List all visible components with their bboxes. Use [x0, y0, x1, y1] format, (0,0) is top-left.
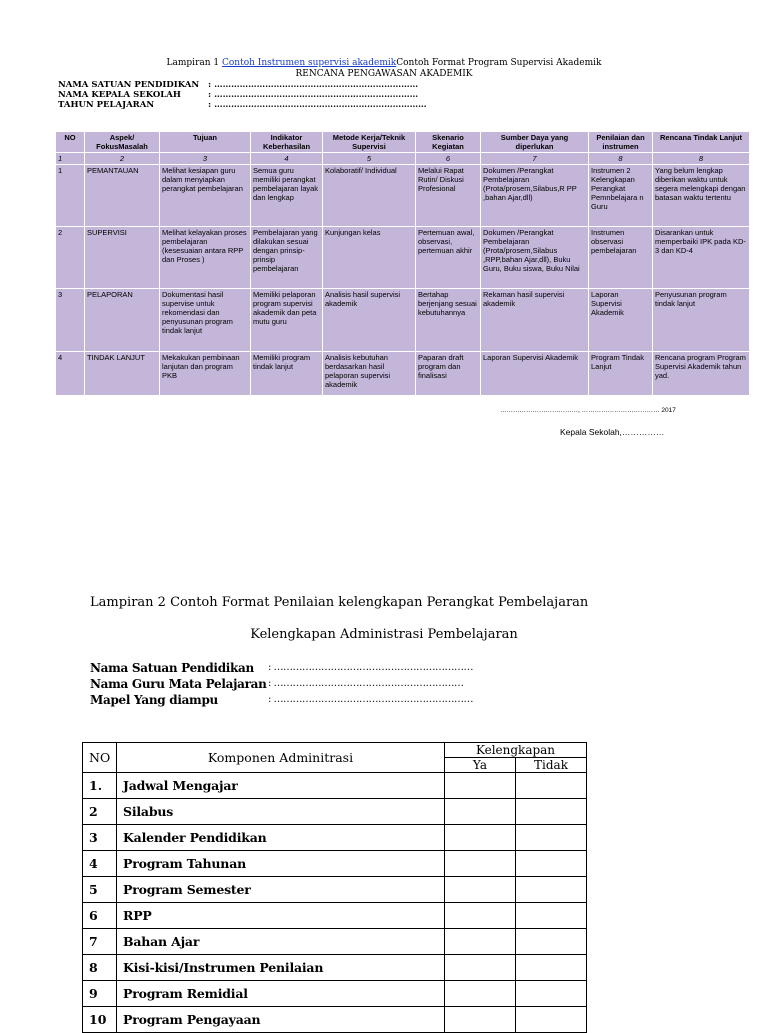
- field-row: [90, 692, 473, 708]
- table-cell: Disarankan untuk memperbaiki IPK pada KD-3 dan KD-4: [653, 227, 750, 289]
- table-cell: Program Tindak Lanjut: [589, 352, 653, 396]
- table-cell: Bertahap berjenjang sesuai kebutuhannya: [416, 289, 481, 352]
- column-number: 7: [481, 153, 589, 165]
- field-value: : ………………………………………………………: [268, 662, 474, 673]
- table-cell: Rencana program Program Supervisi Akademik tahun yad.: [653, 352, 750, 396]
- field-label: NAMA KEPALA SEKOLAH: [58, 90, 181, 100]
- tidak-cell[interactable]: [516, 825, 587, 851]
- ya-cell[interactable]: [445, 799, 516, 825]
- item-no: 2: [83, 799, 117, 825]
- lampiran2-fields: [90, 660, 473, 708]
- table-cell: Melihat kelayakan proses pembelajaran (kesesuaian antara RPP dan Proses ): [160, 227, 251, 289]
- ya-cell[interactable]: [445, 851, 516, 877]
- lampiran2-title: Lampiran 2 Contoh Format Penilaian kelengkapan Perangkat Pembelajaran: [90, 595, 589, 610]
- table-row: [56, 352, 750, 396]
- column-number: 1: [56, 153, 85, 165]
- header-cell: Sumber Daya yang diperlukan: [481, 132, 589, 153]
- item-no: 7: [83, 929, 117, 955]
- tidak-cell[interactable]: [516, 877, 587, 903]
- column-number: 6: [416, 153, 481, 165]
- item-no: 1.: [83, 773, 117, 799]
- field-value: : …………………………………………………………………: [208, 100, 427, 110]
- ya-cell[interactable]: [445, 877, 516, 903]
- header-kelengkapan: Kelengkapan: [445, 743, 587, 758]
- column-number-row: [56, 153, 750, 165]
- table-cell: PEMANTAUAN: [85, 165, 160, 227]
- item-no: 10: [83, 1007, 117, 1033]
- item-name: Program Pengayaan: [117, 1007, 445, 1033]
- tidak-cell[interactable]: [516, 929, 587, 955]
- item-name: Kisi-kisi/Instrumen Penilaian: [117, 955, 445, 981]
- table-cell: Analisis hasil supervisi akademik: [323, 289, 416, 352]
- table-cell: 3: [56, 289, 85, 352]
- table-row: [83, 799, 587, 825]
- lampiran1-title-suffix: Contoh Format Program Supervisi Akademik: [396, 58, 602, 68]
- table-row: [83, 851, 587, 877]
- table-cell: Yang belum lengkap diberikan waktu untuk segera melengkapi dengan batasan waktu tertentu: [653, 165, 750, 227]
- header-cell: Indikator Keberhasilan: [251, 132, 323, 153]
- table-cell: Kolaboratif/ Individual: [323, 165, 416, 227]
- column-number: 2: [85, 153, 160, 165]
- table-cell: Instrumen 2 Kelengkapan Perangkat Pemnbelajara n Guru: [589, 165, 653, 227]
- table-header-row: [83, 743, 587, 758]
- table-cell: Kunjungan kelas: [323, 227, 416, 289]
- field-row: [90, 676, 473, 692]
- column-number: 3: [160, 153, 251, 165]
- header-cell: Tujuan: [160, 132, 251, 153]
- table-cell: Melihat kesiapan guru dalam menyiapkan perangkat pembelajaran: [160, 165, 251, 227]
- column-number: 4: [251, 153, 323, 165]
- header-cell: NO: [56, 132, 85, 153]
- tidak-cell[interactable]: [516, 799, 587, 825]
- table-cell: 4: [56, 352, 85, 396]
- item-name: Program Tahunan: [117, 851, 445, 877]
- field-value: : ………………………………………………………: [268, 694, 474, 705]
- table-row: [83, 929, 587, 955]
- header-tidak: Tidak: [516, 758, 587, 773]
- table-cell: Memiliki pelaporan program supervisi akademik dan peta mutu guru: [251, 289, 323, 352]
- field-value: : ………………………………………………………………: [208, 90, 419, 100]
- lampiran1-subtitle: RENCANA PENGAWASAN AKADEMIK: [295, 69, 473, 79]
- item-no: 3: [83, 825, 117, 851]
- signer-line: Kepala Sekolah,……………: [560, 427, 665, 437]
- field-value: : ………………………………………………………………: [208, 80, 419, 90]
- table-cell: Dokumen /Perangkat Pembelajaran (Prota/prosem,Silabus,R PP ,bahan Ajar,dll): [481, 165, 589, 227]
- item-no: 6: [83, 903, 117, 929]
- table-cell: Semua guru memiliki perangkat pembelajaran layak dan lengkap: [251, 165, 323, 227]
- date-line: ………………………………, ……………………………… 2017: [500, 407, 676, 414]
- table-cell: TINDAK LANJUT: [85, 352, 160, 396]
- table-cell: SUPERVISI: [85, 227, 160, 289]
- item-no: 4: [83, 851, 117, 877]
- ya-cell[interactable]: [445, 1007, 516, 1033]
- tidak-cell[interactable]: [516, 955, 587, 981]
- header-cell: Metode Kerja/Teknik Supervisi: [323, 132, 416, 153]
- table-cell: Pertemuan awal, observasi, pertemuan akhir: [416, 227, 481, 289]
- item-name: RPP: [117, 903, 445, 929]
- table-row: [56, 227, 750, 289]
- header-ya: Ya: [445, 758, 516, 773]
- field-label: Nama Satuan Pendidikan: [90, 661, 254, 675]
- item-no: 5: [83, 877, 117, 903]
- table-row: [83, 955, 587, 981]
- tidak-cell[interactable]: [516, 981, 587, 1007]
- table-cell: Laporan Supervisi Akademik: [589, 289, 653, 352]
- header-cell: Aspek/ FokusMasalah: [85, 132, 160, 153]
- ya-cell[interactable]: [445, 981, 516, 1007]
- table-row: [83, 981, 587, 1007]
- lampiran2-subtitle: Kelengkapan Administrasi Pembelajaran: [250, 627, 518, 642]
- table-cell: Laporan Supervisi Akademik: [481, 352, 589, 396]
- item-name: Program Semester: [117, 877, 445, 903]
- column-number: 8: [653, 153, 750, 165]
- lampiran1-title-prefix: Lampiran 1: [166, 58, 222, 68]
- kelengkapan-table: [82, 742, 587, 1033]
- item-no: 9: [83, 981, 117, 1007]
- header-cell: Penilaian dan instrumen: [589, 132, 653, 153]
- table-cell: Rekaman hasil supervisi akademik: [481, 289, 589, 352]
- tidak-cell[interactable]: [516, 773, 587, 799]
- field-row: [90, 660, 473, 676]
- table-row: [56, 289, 750, 352]
- field-label: Mapel Yang diampu: [90, 693, 218, 707]
- table-cell: 1: [56, 165, 85, 227]
- ya-cell[interactable]: [445, 773, 516, 799]
- item-name: Kalender Pendidikan: [117, 825, 445, 851]
- ya-cell[interactable]: [445, 929, 516, 955]
- table-cell: PELAPORAN: [85, 289, 160, 352]
- tidak-cell[interactable]: [516, 1007, 587, 1033]
- tidak-cell[interactable]: [516, 851, 587, 877]
- field-row: [58, 100, 427, 110]
- rencana-pengawasan-table: [55, 131, 750, 396]
- item-no: 8: [83, 955, 117, 981]
- table-cell: Pembelajaran yang dilakukan sesuai dengan prinsip-prinsip pembelajaran: [251, 227, 323, 289]
- field-row: [58, 90, 427, 100]
- table-cell: Analisis kebutuhan berdasarkan hasil pelaporan supervisi akademik: [323, 352, 416, 396]
- table-cell: Memiliki program tindak lanjut: [251, 352, 323, 396]
- item-name: Bahan Ajar: [117, 929, 445, 955]
- table-row: [83, 773, 587, 799]
- lampiran1-fields: [58, 80, 427, 110]
- table-row: [56, 165, 750, 227]
- header-komponen: Komponen Adminitrasi: [117, 743, 445, 773]
- item-name: Silabus: [117, 799, 445, 825]
- field-label: Nama Guru Mata Pelajaran: [90, 677, 267, 691]
- field-row: [58, 80, 427, 90]
- table-cell: Mekakukan pembinaan lanjutan dan program PKB: [160, 352, 251, 396]
- table-cell: Melalui Rapat Rutin/ Diskusi Profesional: [416, 165, 481, 227]
- table-row: [83, 877, 587, 903]
- header-cell: Rencana Tindak Lanjut: [653, 132, 750, 153]
- table-row: [83, 1007, 587, 1033]
- table-header-row: [56, 132, 750, 153]
- table-cell: Paparan draft program dan finalisasi: [416, 352, 481, 396]
- column-number: 8: [589, 153, 653, 165]
- table-row: [83, 825, 587, 851]
- table-cell: 2: [56, 227, 85, 289]
- field-value: : ……………………………………………………: [268, 678, 464, 689]
- item-name: Program Remidial: [117, 981, 445, 1007]
- tidak-cell[interactable]: [516, 903, 587, 929]
- field-label: TAHUN PELAJARAN: [58, 100, 155, 110]
- field-label: NAMA SATUAN PENDIDIKAN: [58, 80, 200, 90]
- column-number: 5: [323, 153, 416, 165]
- table-cell: Instrumen observasi pembelajaran: [589, 227, 653, 289]
- ya-cell[interactable]: [445, 955, 516, 981]
- header-no: NO: [83, 743, 117, 773]
- table-cell: Dokumentasi hasil supervise untuk rekomendasi dan penyusunan program tindak lanjut: [160, 289, 251, 352]
- instrumen-link[interactable]: Contoh Instrumen supervisi akademik: [221, 58, 397, 68]
- ya-cell[interactable]: [445, 825, 516, 851]
- ya-cell[interactable]: [445, 903, 516, 929]
- table-cell: Penyusunan program tindak lanjut: [653, 289, 750, 352]
- header-cell: Skenario Kegiatan: [416, 132, 481, 153]
- lampiran1-title: [0, 58, 768, 68]
- table-cell: Dokumen /Perangkat Pembelajaran (Prota/prosem,Silabus ,RPP,bahan Ajar,dll), Buku Guru, Buku siswa, Buku Nilai: [481, 227, 589, 289]
- table-row: [83, 903, 587, 929]
- item-name: Jadwal Mengajar: [117, 773, 445, 799]
